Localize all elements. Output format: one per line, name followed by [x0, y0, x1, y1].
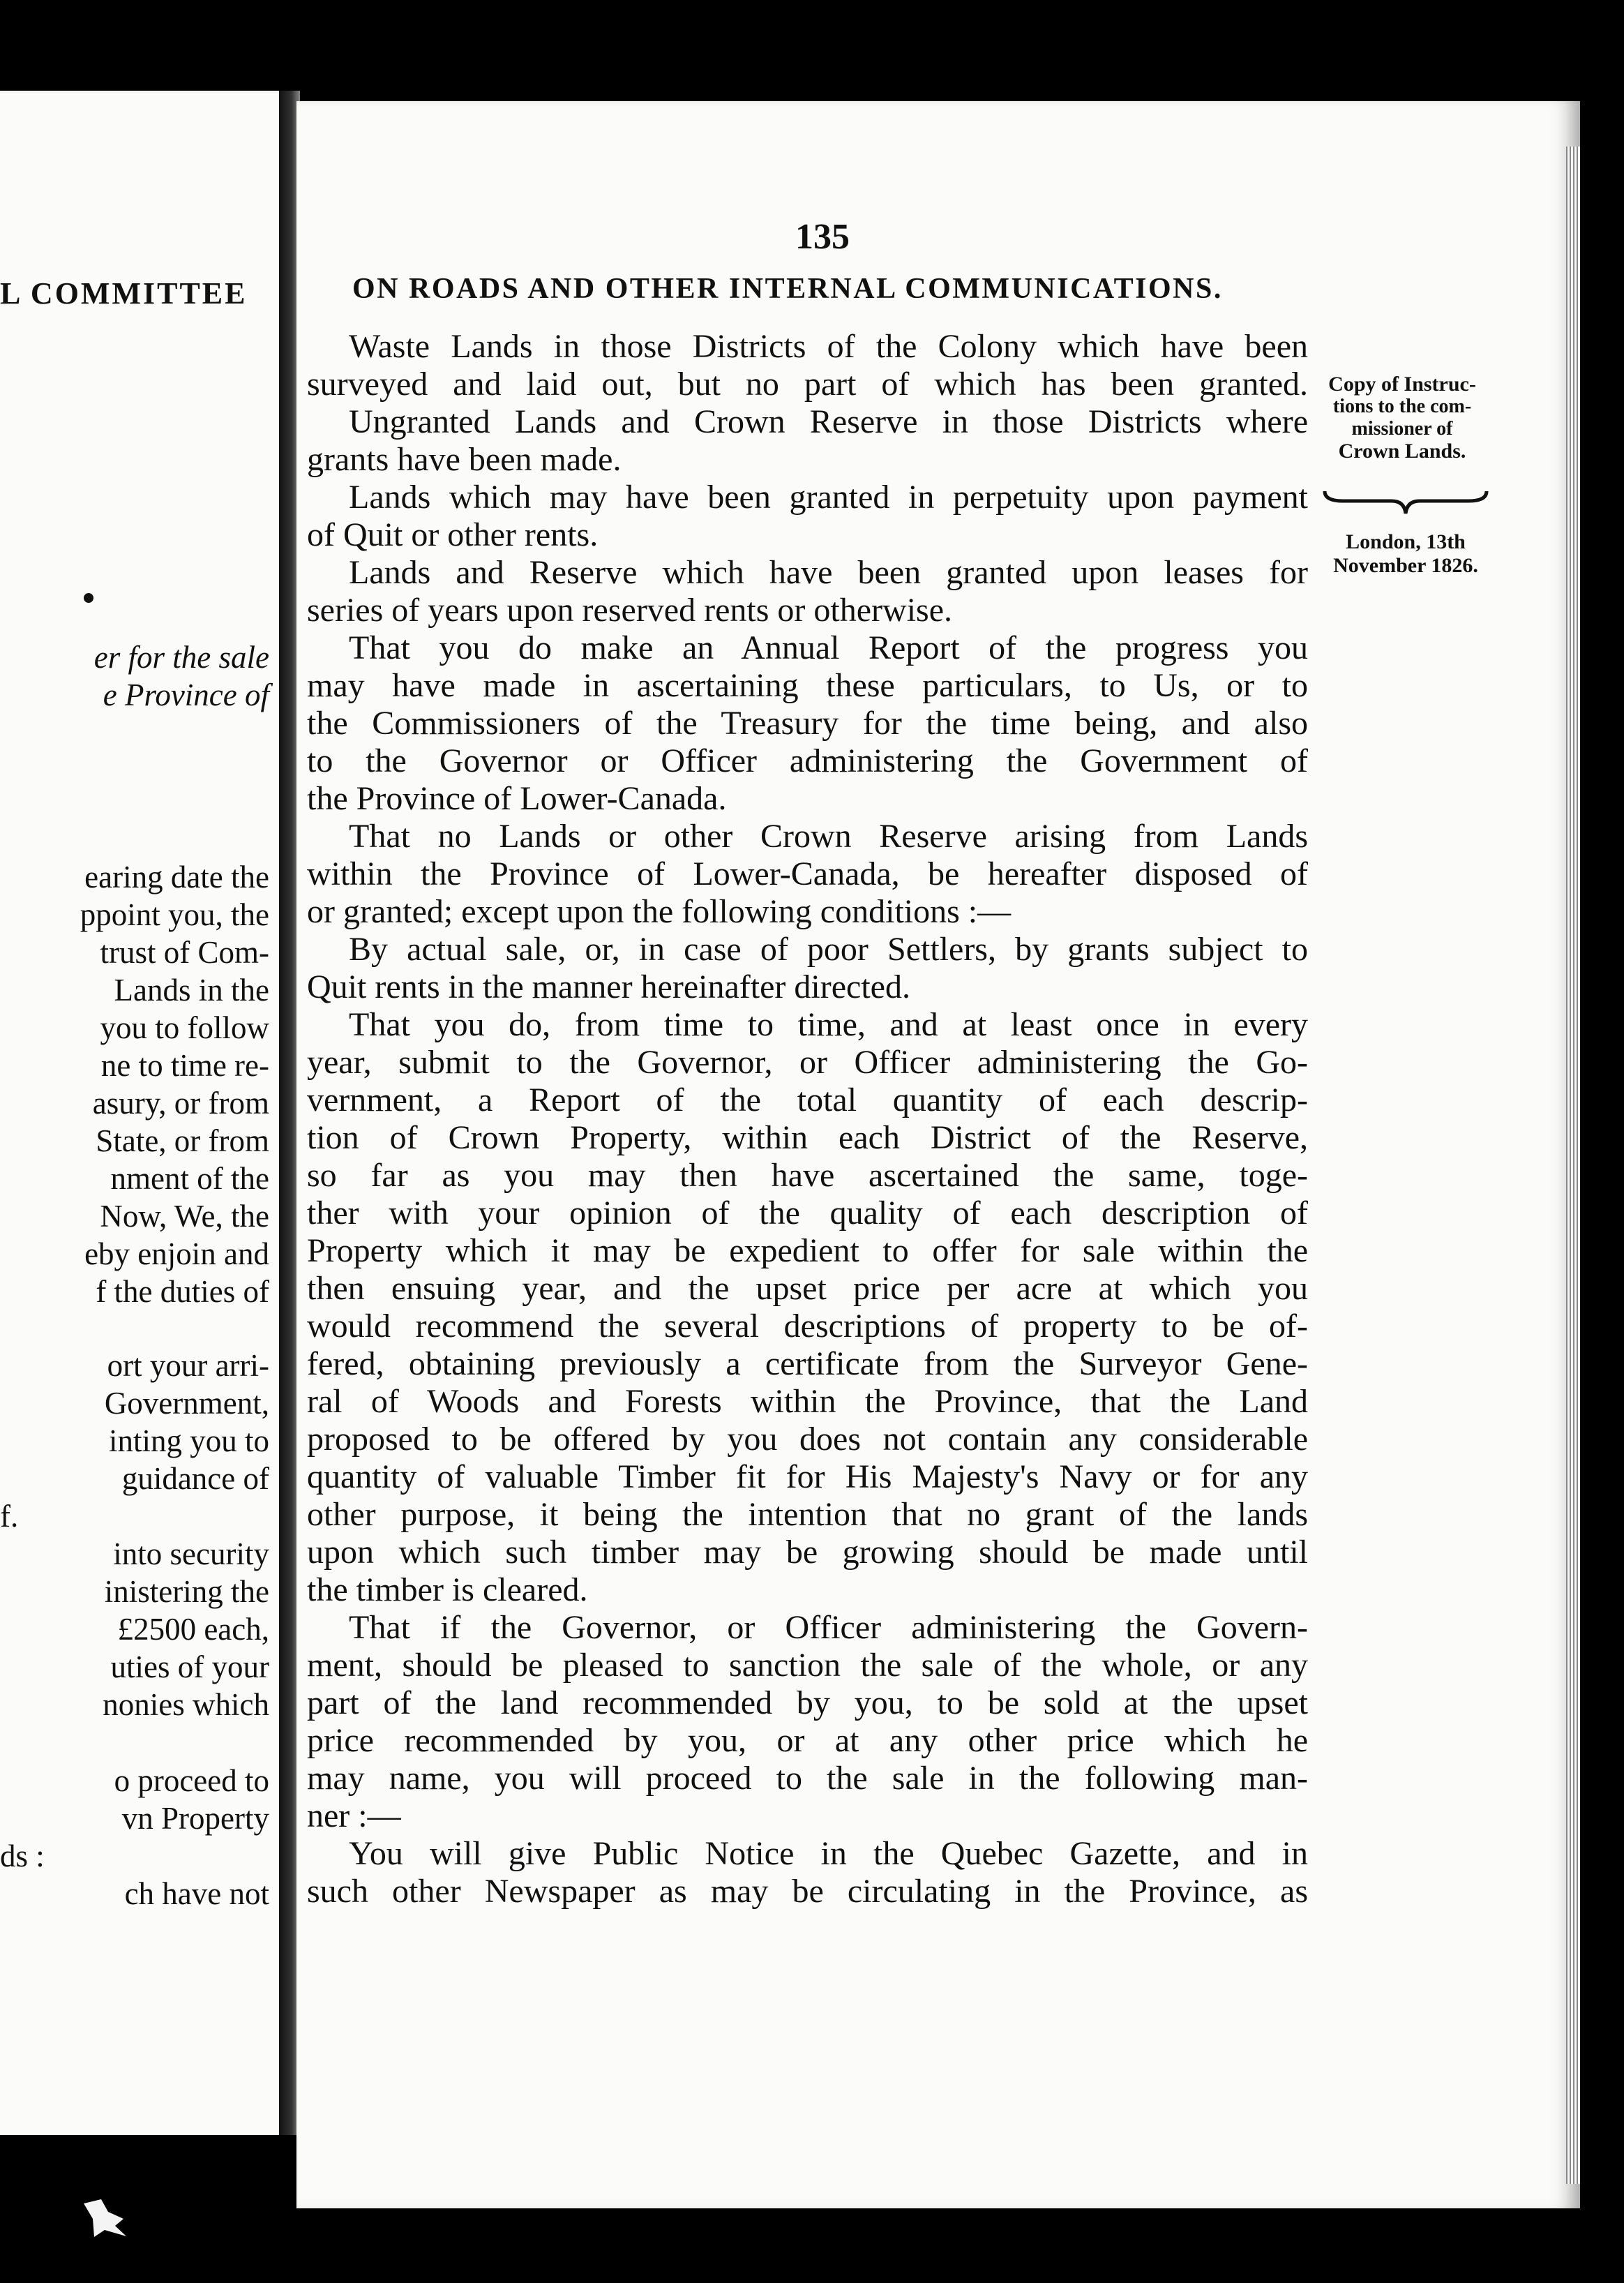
page-edges — [1566, 147, 1580, 2184]
left-running-head: L COMMITTEE — [0, 276, 248, 310]
left-fragment: eby enjoin and — [84, 1236, 269, 1271]
text-line: such other Newspaper as may be circulating in the Province, as — [307, 1873, 1308, 1910]
text-line: quantity of valuable Timber fit for His Majesty's Navy or for any — [307, 1458, 1308, 1495]
left-fragment: Now, We, the — [100, 1199, 269, 1234]
text-line: fered, obtaining previously a certificate from the Surveyor Gene- — [307, 1345, 1308, 1382]
margin-note-line: Crown Lands. — [1338, 440, 1466, 463]
text-line: You will give Public Notice in the Quebec Gazette, and in — [349, 1835, 1308, 1872]
margin-date-line: London, 13th — [1346, 530, 1466, 553]
text-line: of Quit or other rents. — [307, 516, 599, 553]
left-fragment: into security — [113, 1536, 269, 1571]
text-line: the Commissioners of the Treasury for the time being, and also — [307, 705, 1308, 742]
running-heading: ON ROADS AND OTHER INTERNAL COMMUNICATIONS. — [352, 273, 1223, 305]
left-fragment: State, or from — [96, 1123, 269, 1158]
text-line: ment, should be pleased to sanction the sale of the whole, or any — [307, 1647, 1308, 1684]
left-fragment: nonies which — [103, 1687, 269, 1722]
scan-artifact — [80, 2198, 129, 2240]
left-fragment: f. — [0, 1499, 19, 1534]
text-line: surveyed and laid out, but no part of which has been granted. — [307, 366, 1308, 403]
left-fragment: ch have not — [124, 1876, 269, 1911]
text-line: That you do make an Annual Report of the progress you — [349, 629, 1308, 666]
left-fragment: ort your arri- — [107, 1348, 269, 1383]
text-line: or granted; except upon the following conditions :— — [307, 893, 1012, 930]
text-line: may have made in ascertaining these particulars, to Us, or to — [307, 667, 1308, 704]
text-line: ther with your opinion of the quality of each description of — [307, 1195, 1308, 1232]
left-fragment: ne to time re- — [100, 1048, 269, 1083]
text-line: proposed to be offered by you does not contain any considerable — [307, 1421, 1308, 1458]
left-fragment: earing date the — [84, 860, 269, 895]
text-line: tion of Crown Property, within each District of the Reserve, — [307, 1119, 1308, 1156]
left-fragment: uties of your — [110, 1649, 269, 1684]
text-line: within the Province of Lower-Canada, be hereafter disposed of — [307, 855, 1308, 892]
left-fragment: Lands in the — [114, 973, 269, 1008]
ink-dot — [84, 593, 93, 603]
left-fragment: Government, — [104, 1386, 269, 1421]
margin-note-line: tions to the com- — [1332, 396, 1472, 417]
text-line: Ungranted Lands and Crown Reserve in those Districts where — [349, 403, 1308, 440]
left-fragment: inting you to — [108, 1423, 269, 1458]
text-line: Quit rents in the manner hereinafter directed. — [307, 968, 910, 1005]
left-fragment: trust of Com- — [100, 935, 269, 970]
text-line: upon which such timber may be growing should be made until — [307, 1534, 1308, 1571]
left-fragment: inistering the — [104, 1574, 269, 1609]
text-line: year, submit to the Governor, or Officer administering the Go- — [307, 1044, 1308, 1081]
text-line: the Province of Lower-Canada. — [307, 780, 727, 817]
margin-date-line: November 1826. — [1333, 554, 1478, 577]
left-fragment: asury, or from — [92, 1086, 269, 1121]
text-line: may name, you will proceed to the sale in the following man- — [307, 1760, 1308, 1797]
text-line: other purpose, it being the intention that no grant of the lands — [307, 1496, 1308, 1533]
text-line: would recommend the several descriptions of property to be of- — [307, 1308, 1308, 1345]
margin-date — [1311, 530, 1500, 578]
curly-brace-icon — [1322, 488, 1489, 516]
left-fragment: ds : — [0, 1839, 45, 1873]
facing-page-left — [0, 91, 279, 2135]
left-fragment: er for the sale — [93, 640, 269, 675]
text-line: That you do, from time to time, and at least once in every — [349, 1006, 1308, 1043]
text-line: price recommended by you, or at any other price which he — [307, 1722, 1308, 1759]
body-text — [307, 328, 1308, 1968]
text-line: to the Governor or Officer administering the Government of — [307, 742, 1308, 779]
text-line: vernment, a Report of the total quantity of each descrip- — [307, 1081, 1308, 1118]
text-line: Lands which may have been granted in perpetuity upon payment — [349, 479, 1308, 516]
text-line: ner :— — [307, 1797, 401, 1834]
margin-note-line: Copy of Instruc- — [1328, 373, 1476, 396]
text-line: Lands and Reserve which have been granted upon leases for — [349, 554, 1308, 591]
text-line: then ensuing year, and the upset price per acre at which you — [307, 1270, 1308, 1307]
text-line: series of years upon reserved rents or otherwise. — [307, 592, 953, 629]
text-line: so far as you may then have ascertained the same, toge- — [307, 1157, 1308, 1194]
margin-note — [1311, 373, 1493, 463]
left-fragment: ppoint you, the — [80, 897, 269, 932]
text-line: That if the Governor, or Officer administering the Govern- — [349, 1609, 1308, 1646]
text-line: ral of Woods and Forests within the Province, that the Land — [307, 1383, 1308, 1420]
text-line: grants have been made. — [307, 441, 622, 478]
left-fragment: o proceed to — [114, 1763, 269, 1798]
text-line: Waste Lands in those Districts of the Colony which have been — [349, 328, 1308, 365]
page-number: 135 — [795, 217, 850, 257]
text-line: That no Lands or other Crown Reserve arising from Lands — [349, 818, 1308, 855]
left-fragment: vn Property — [121, 1801, 269, 1836]
left-fragment: you to follow — [100, 1010, 269, 1045]
text-line: part of the land recommended by you, to be sold at the upset — [307, 1684, 1308, 1721]
left-fragment: guidance of — [121, 1461, 269, 1496]
text-line: Property which it may be expedient to offer for sale within the — [307, 1232, 1308, 1269]
text-line: By actual sale, or, in case of poor Settlers, by grants subject to — [349, 931, 1308, 968]
left-fragment: nment of the — [110, 1161, 269, 1196]
left-fragment: £2500 each, — [117, 1612, 269, 1647]
text-line: the timber is cleared. — [307, 1571, 588, 1608]
margin-note-line: missioner of — [1351, 418, 1453, 440]
left-fragment: e Province of — [103, 678, 269, 712]
left-fragment: f the duties of — [96, 1274, 269, 1309]
